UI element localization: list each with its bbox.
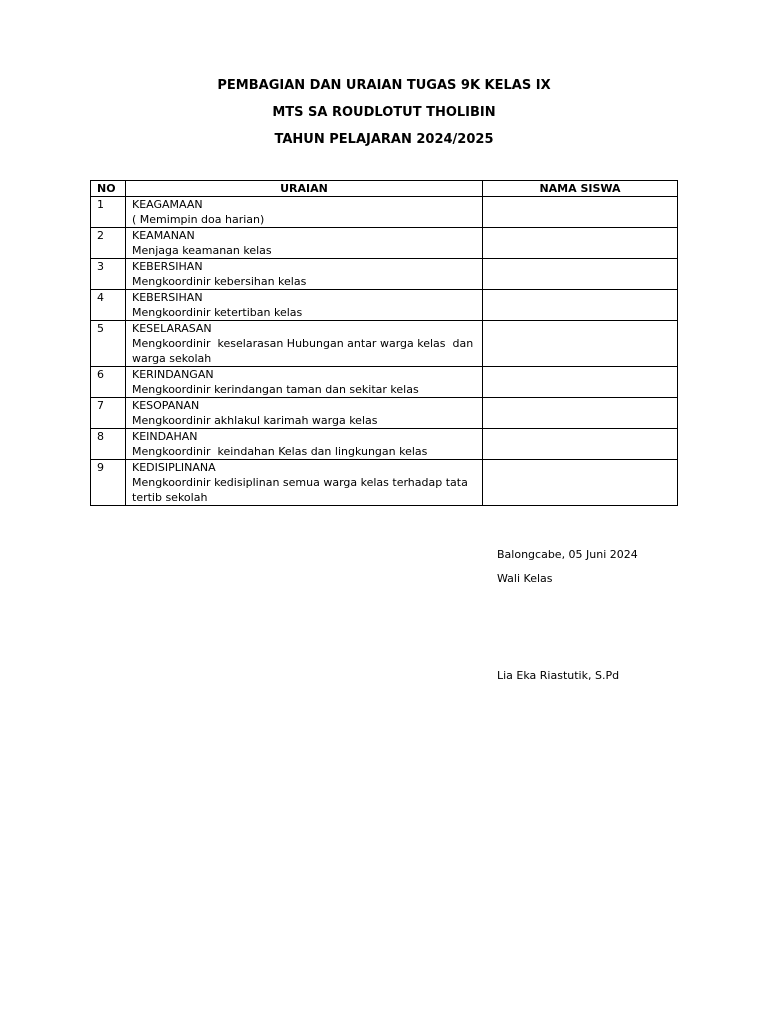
table-header-row bbox=[91, 181, 678, 197]
row-uraian bbox=[126, 398, 483, 429]
row-nama-siswa bbox=[483, 460, 678, 506]
table-row bbox=[91, 460, 678, 506]
table-row bbox=[91, 228, 678, 259]
row-nama-siswa bbox=[483, 197, 678, 228]
uraian-description: Menjaga keamanan kelas bbox=[132, 244, 272, 257]
title-line-2: MTS SA ROUDLOTUT THOLIBIN bbox=[272, 105, 496, 120]
row-number: 6 bbox=[91, 367, 126, 398]
table-row bbox=[91, 197, 678, 228]
task-table-body bbox=[91, 197, 678, 506]
row-number: 4 bbox=[91, 290, 126, 321]
row-uraian bbox=[126, 228, 483, 259]
uraian-title: KEBERSIHAN bbox=[132, 291, 203, 304]
title-line-3: TAHUN PELAJARAN 2024/2025 bbox=[274, 132, 494, 147]
row-nama-siswa bbox=[483, 367, 678, 398]
uraian-description: Mengkoordinir keselarasan Hubungan antar warga kelas dan warga sekolah bbox=[132, 337, 477, 365]
row-nama-siswa bbox=[483, 429, 678, 460]
uraian-description: Mengkoordinir akhlakul karimah warga kelas bbox=[132, 414, 378, 427]
table-row bbox=[91, 290, 678, 321]
uraian-description: ( Memimpin doa harian) bbox=[132, 213, 265, 226]
uraian-title: KEINDAHAN bbox=[132, 430, 198, 443]
title-line-1: PEMBAGIAN DAN URAIAN TUGAS 9K KELAS IX bbox=[217, 78, 551, 93]
table-row bbox=[91, 398, 678, 429]
row-nama-siswa bbox=[483, 321, 678, 367]
document-title bbox=[0, 72, 768, 153]
task-table bbox=[90, 180, 678, 506]
uraian-title: KEBERSIHAN bbox=[132, 260, 203, 273]
uraian-description: Mengkoordinir kedisiplinan semua warga kelas terhadap tata tertib sekolah bbox=[132, 476, 472, 504]
row-number: 7 bbox=[91, 398, 126, 429]
row-uraian bbox=[126, 259, 483, 290]
uraian-description: Mengkoordinir kerindangan taman dan sekitar kelas bbox=[132, 383, 419, 396]
row-uraian bbox=[126, 290, 483, 321]
row-number: 3 bbox=[91, 259, 126, 290]
uraian-description: Mengkoordinir ketertiban kelas bbox=[132, 306, 303, 319]
row-number: 8 bbox=[91, 429, 126, 460]
uraian-description: Mengkoordinir keindahan Kelas dan lingkungan kelas bbox=[132, 445, 428, 458]
uraian-title: KEAMANAN bbox=[132, 229, 195, 242]
row-nama-siswa bbox=[483, 228, 678, 259]
row-nama-siswa bbox=[483, 398, 678, 429]
row-uraian bbox=[126, 367, 483, 398]
row-uraian bbox=[126, 460, 483, 506]
row-uraian bbox=[126, 197, 483, 228]
table-row bbox=[91, 367, 678, 398]
column-header-uraian: URAIAN bbox=[126, 181, 483, 197]
row-nama-siswa bbox=[483, 290, 678, 321]
row-nama-siswa bbox=[483, 259, 678, 290]
uraian-title: KESELARASAN bbox=[132, 322, 212, 335]
row-number: 5 bbox=[91, 321, 126, 367]
signature-role: Wali Kelas bbox=[497, 572, 553, 585]
uraian-title: KESOPANAN bbox=[132, 399, 200, 412]
row-number: 2 bbox=[91, 228, 126, 259]
table-row bbox=[91, 259, 678, 290]
signature-name: Lia Eka Riastutik, S.Pd bbox=[497, 669, 620, 682]
uraian-title: KEAGAMAAN bbox=[132, 198, 203, 211]
column-header-no: NO bbox=[91, 181, 126, 197]
table-row bbox=[91, 429, 678, 460]
signature-place-date: Balongcabe, 05 Juni 2024 bbox=[497, 548, 638, 561]
row-number: 1 bbox=[91, 197, 126, 228]
uraian-description: Mengkoordinir kebersihan kelas bbox=[132, 275, 307, 288]
row-number: 9 bbox=[91, 460, 126, 506]
table-row bbox=[91, 321, 678, 367]
row-uraian bbox=[126, 429, 483, 460]
row-uraian bbox=[126, 321, 483, 367]
uraian-title: KERINDANGAN bbox=[132, 368, 214, 381]
column-header-nama-siswa: NAMA SISWA bbox=[483, 181, 678, 197]
uraian-title: KEDISIPLINANA bbox=[132, 461, 216, 474]
